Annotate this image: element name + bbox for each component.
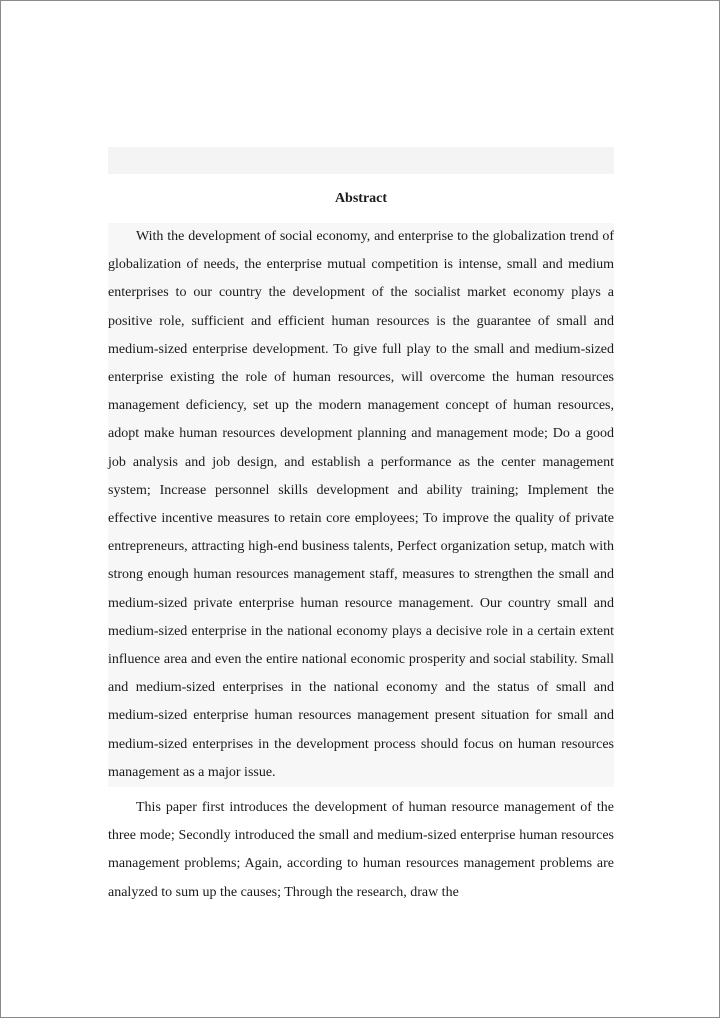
abstract-paragraph-1: With the development of social economy, and enterprise to the globalization trend of globalization of needs, the enterprise mutual competition is intense, small and medium enterprises to our country the development of the socialist market economy plays a positive role, sufficient and efficient human resources is the guarantee of small and medium-sized enterprise development. To give full play to the small and medium-sized enterprise existing the role of human resources, will overcome the human resources management deficiency, set up the modern management concept of human resources, adopt make human resources development planning and management mode; Do a good job analysis and job design, and establish a performance as the center management system; Increase personnel skills development and ability training; Implement the effective incentive measures to retain core employees; To improve the quality of private entrepreneurs, attracting high-end business talents, Perfect organization setup, match with strong enough human resources management staff, measures to strengthen the small and medium-sized private enterprise human resource management. Our country small and medium-sized enterprise in the national economy plays a decisive role in a certain extent influence area and even the entire national economic prosperity and social stability. Small and medium-sized enterprises in the national economy and the status of small and medium-sized enterprise human resources management present situation for small and medium-sized enterprises in the development process should focus on human resources management as a major issue. [108,223,614,787]
abstract-body [108,223,614,907]
header-band [108,147,614,174]
abstract-paragraph-2: This paper first introduces the development of human resource management of the three mode; Secondly introduced the small and medium-sized enterprise human resources management problems; Again, according to human resources management problems are analyzed to sum up the causes; Through the research, draw the [108,800,614,900]
abstract-title: Abstract [334,191,388,206]
